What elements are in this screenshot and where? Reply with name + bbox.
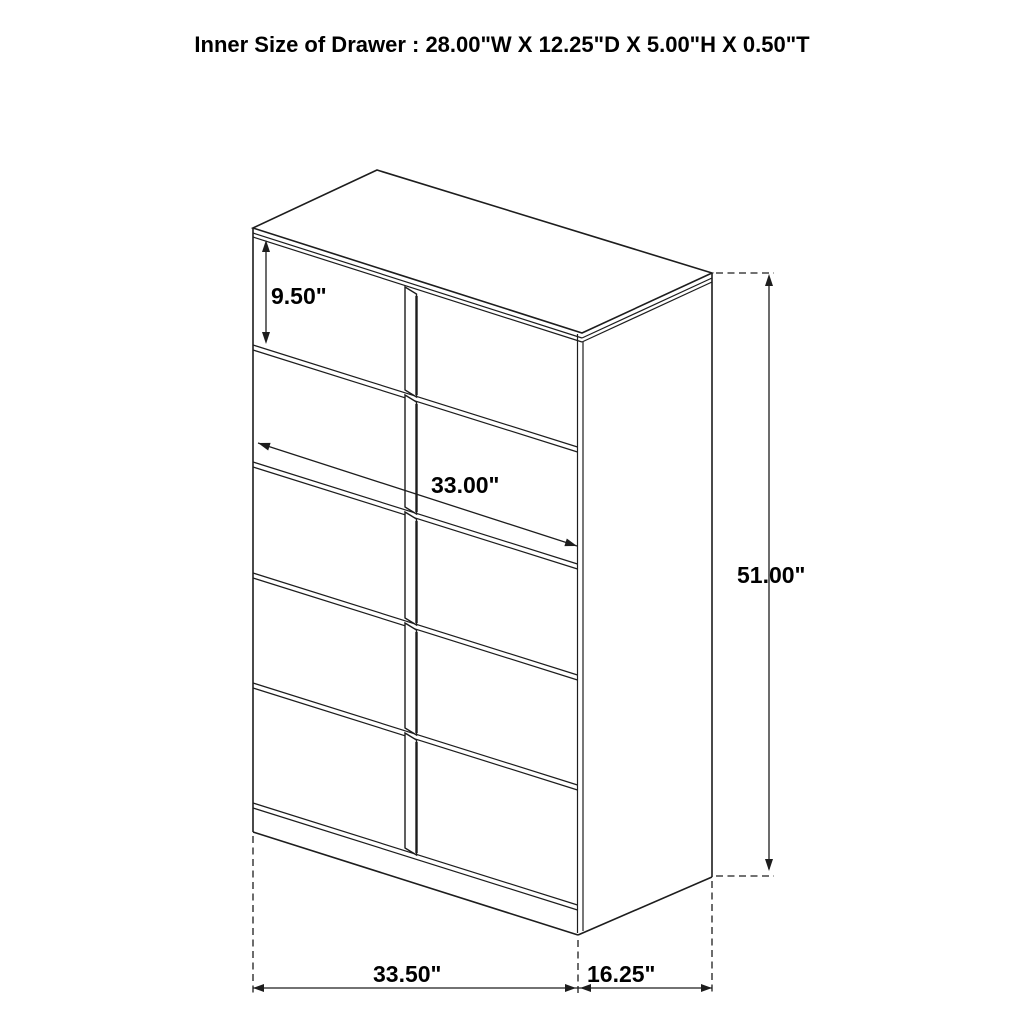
arrowhead-left <box>253 984 264 992</box>
dimension-top-drawer-height <box>262 240 327 344</box>
dimension-overall-height <box>716 273 805 876</box>
dim-label-base-width: 33.50" <box>373 961 442 987</box>
drawer-handle-groove <box>405 395 417 514</box>
side-panel-bottom-edge <box>578 877 712 935</box>
drawer-handle-groove <box>405 287 417 397</box>
dim-label-overall-height: 51.00" <box>737 562 806 588</box>
drawer-handle-groove <box>405 512 417 625</box>
arrowhead-right <box>565 984 576 992</box>
dim-label-top-drawer-height: 9.50" <box>271 283 327 309</box>
dim-label-side-depth: 16.25" <box>587 961 656 987</box>
diagram-title: Inner Size of Drawer : 28.00"W X 12.25"D X 5.00"H X 0.50"T <box>194 32 810 57</box>
drawer-handle-groove <box>405 733 417 855</box>
arrowhead-up <box>765 274 773 286</box>
arrowhead-right <box>701 984 712 992</box>
arrowhead-down <box>765 859 773 871</box>
dim-label-front-width: 33.00" <box>431 472 500 498</box>
arrowhead-right <box>564 539 577 547</box>
arrowhead-left <box>258 443 271 451</box>
drawer-handle-grooves <box>405 287 417 855</box>
drawer-handle-groove <box>405 623 417 735</box>
dimension-base <box>253 836 712 994</box>
arrowhead-down <box>262 332 270 344</box>
